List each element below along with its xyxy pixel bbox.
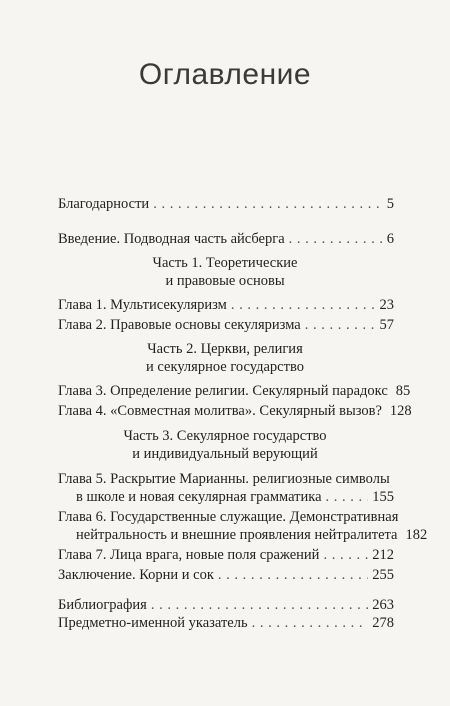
toc-entry-label: Предметно-именной указатель (58, 615, 248, 631)
toc-entry-label: нейтральность и внешние проявления нейтралитета (76, 527, 398, 543)
toc-page-number: 263 (372, 597, 394, 613)
toc-entry-chapter-6[interactable] (76, 526, 428, 544)
toc-entry-chapter-7[interactable] (58, 546, 394, 564)
toc-page-number: 57 (379, 317, 394, 333)
toc-entry-chapter-2[interactable] (58, 316, 394, 334)
toc-page-number: 6 (386, 231, 394, 247)
dot-leader (231, 296, 376, 314)
toc-page-number: 85 (395, 383, 411, 399)
toc-page-number: 23 (379, 297, 394, 313)
toc-entry-label: Глава 4. «Совместная молитва». Секулярный вызов? (58, 403, 382, 419)
toc-entry-label: Введение. Подводная часть айсберга (58, 231, 285, 247)
toc-entry-label: Заключение. Корни и сок (58, 567, 214, 583)
part-heading-3-line2: и индивидуальный верующий (132, 446, 318, 462)
toc-page-number: 5 (386, 196, 394, 212)
toc-entry-conclusion[interactable] (58, 566, 394, 584)
toc-page-number: 128 (389, 403, 412, 419)
part-heading-1-line1: Часть 1. Теоретические (152, 255, 298, 271)
dot-leader (305, 316, 376, 334)
toc-page-number: 255 (372, 567, 394, 583)
part-heading-2-line1: Часть 2. Церкви, религия (147, 341, 303, 357)
dot-leader (252, 614, 369, 632)
toc-page-number: 155 (372, 489, 394, 505)
toc-entry-chapter-6-line1[interactable]: Глава 6. Государственные служащие. Демонстративная (58, 509, 399, 525)
toc-entry-chapter-3[interactable] (58, 382, 411, 400)
toc-page-number: 182 (405, 527, 428, 543)
toc-page-number: 212 (372, 547, 394, 563)
part-heading-1-line2: и правовые основы (165, 273, 285, 289)
toc-entry-label: Благодарности (58, 196, 150, 212)
dot-leader (323, 546, 368, 564)
toc-entry-label: Глава 3. Определение религии. Секулярный парадокс (58, 383, 388, 399)
toc-entry-chapter-4[interactable] (58, 402, 412, 420)
toc-page-number: 278 (372, 615, 394, 631)
dot-leader (151, 596, 368, 614)
toc-entry-chapter-1[interactable] (58, 296, 394, 314)
toc-entry-acknowledgements[interactable] (58, 195, 394, 213)
toc-entry-label: Библиография (58, 597, 147, 613)
dot-leader (153, 195, 383, 213)
page-title: Оглавление (138, 58, 312, 91)
part-heading-3-line1: Часть 3. Секулярное государство (123, 428, 327, 444)
toc-entry-index[interactable] (58, 614, 394, 632)
toc-entry-label: Глава 1. Мультисекуляризм (58, 297, 227, 313)
toc-entry-chapter-5-line1[interactable]: Глава 5. Раскрытие Марианны. религиозные символы (58, 471, 390, 487)
toc-entry-label: Глава 7. Лица врага, новые поля сражений (58, 547, 320, 563)
dot-leader (218, 566, 368, 584)
dot-leader (326, 488, 369, 506)
toc-entry-chapter-5[interactable] (76, 488, 394, 506)
toc-entry-bibliography[interactable] (58, 596, 394, 614)
toc-entry-label: Глава 2. Правовые основы секуляризма (58, 317, 301, 333)
part-heading-2-line2: и секулярное государство (146, 359, 304, 375)
toc-entry-label: в школе и новая секулярная грамматика (76, 489, 322, 505)
dot-leader (289, 230, 383, 248)
toc-entry-introduction[interactable] (58, 230, 394, 248)
